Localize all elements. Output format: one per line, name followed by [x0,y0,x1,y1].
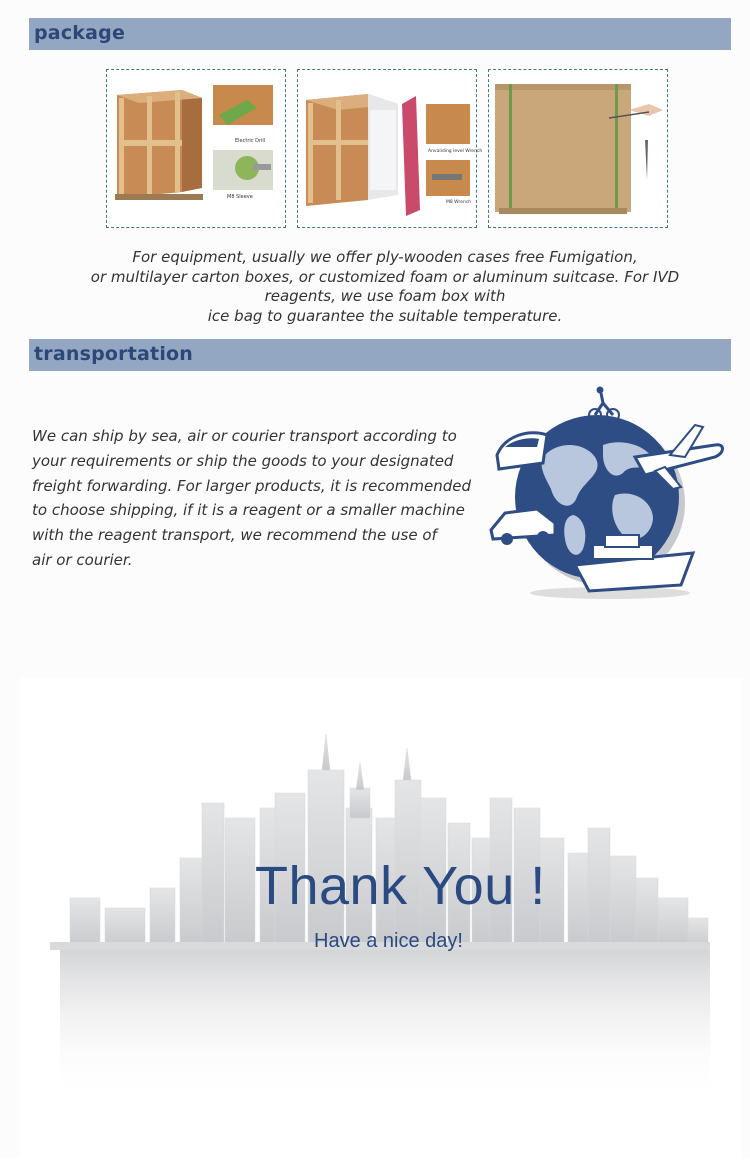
carton-box-photo [488,69,668,228]
package-section-header [29,18,731,50]
photo1-caption-1: Electric Drill [235,138,266,144]
photo2-caption-1: Anvaliding level Wrench [428,149,483,154]
package-section-title: package [34,22,126,44]
transport-text-line: We can ship by sea, air or courier transport according to [32,427,457,445]
thank-you-title: Thank You ! [255,856,546,916]
opened-case-wrench-photo [297,69,483,228]
photo1-caption-2: M8 Sleeve [227,194,253,200]
package-text-line: or multilayer carton boxes, or customized foam or aluminum suitcase. For IVD [90,267,680,286]
transport-text-line: with the reagent transport, we recommend the use of [32,526,437,545]
transport-text-line: freight forwarding. For larger products, it is recommended [32,476,471,495]
transport-text-line: your requirements or ship the goods to your designated [32,451,454,470]
package-description [80,248,690,326]
transport-text-line: to choose shipping, if it is a reagent or a smaller machine [32,501,465,520]
transportation-description [32,424,477,573]
transportation-section-title: transportation [34,343,194,365]
package-text-line: reagents, we use foam box with [264,287,506,305]
package-text-line: For equipment, usually we offer ply-wooden cases free Fumigation, [132,248,638,266]
transportation-section-header [29,339,731,371]
transport-text-line: air or courier. [32,550,133,569]
wooden-case-drill-photo [106,69,286,228]
package-text-line: ice bag to guarantee the suitable temperature. [207,306,563,325]
globe-transport-icon [485,385,730,605]
city-skyline-image [20,678,742,1158]
nice-day-subtitle: Have a nice day! [314,930,463,952]
photo2-caption-2: M8 Wrench [446,200,472,205]
